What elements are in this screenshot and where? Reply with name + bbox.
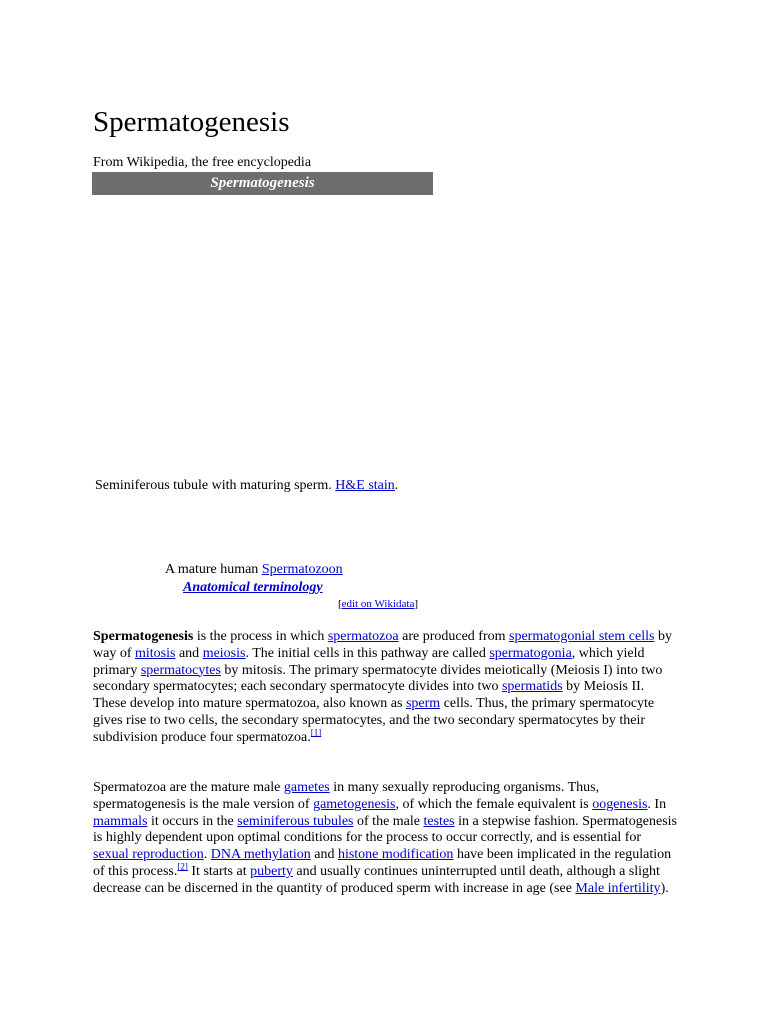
edit-bracket-close: ] xyxy=(414,598,419,610)
text-run: . xyxy=(203,847,211,863)
infobox-header: Spermatogenesis xyxy=(92,172,433,195)
text-run: in many sexually reproducing organisms. Thus, spermatogenesis is the male version of xyxy=(93,780,600,812)
text-run: and xyxy=(310,847,338,863)
text-run: cells. Thus, the primary spermatocyte gives rise to two cells, the secondary spermatocytes, and the two secondary spermatocytes by their subdivision produce four spermatozoa. xyxy=(93,696,655,745)
citation-superscript xyxy=(311,727,322,737)
inline-link[interactable]: spermatocytes xyxy=(140,662,221,678)
text-run: and xyxy=(175,645,203,661)
image-caption xyxy=(95,477,398,495)
inline-link[interactable]: sperm xyxy=(405,696,441,712)
intro-paragraph xyxy=(93,629,678,747)
inline-link[interactable]: DNA methylation xyxy=(210,847,311,863)
bold-term: Spermatogenesis xyxy=(93,629,194,644)
inline-link[interactable]: meiosis xyxy=(202,645,246,661)
second-paragraph xyxy=(93,780,678,898)
anatomical-terminology-line xyxy=(183,579,323,597)
inline-link[interactable]: puberty xyxy=(250,863,293,879)
inline-link[interactable]: Male infertility xyxy=(575,880,661,896)
infobox-image xyxy=(92,196,433,466)
edit-bracket-open: [ xyxy=(338,598,342,610)
text-run: by mitosis. The primary spermatocyte divides meiotically (Meiosis I) into two secondary spermatocytes; each secondary spermatocyte divides into two xyxy=(93,662,663,695)
text-run: . In xyxy=(647,796,667,812)
text-run: by way of xyxy=(93,629,672,661)
citation-link[interactable]: [2] xyxy=(177,861,188,872)
text-run: It starts at xyxy=(187,863,251,879)
text-run: it occurs in the xyxy=(147,813,238,829)
text-run: is the process in which xyxy=(193,629,328,644)
inline-link[interactable]: mammals xyxy=(93,813,148,829)
inline-link[interactable]: spermatogonial stem cells xyxy=(509,629,655,644)
mature-text: A mature human xyxy=(165,562,262,577)
text-run: in a stepwise fashion. Spermatogenesis is highly dependent upon optimal conditions for the process to occur correctly, and is essential for xyxy=(93,813,678,846)
inline-link[interactable]: oogenesis xyxy=(592,796,648,812)
citation-superscript xyxy=(177,861,188,871)
caption-text: Seminiferous tubule with maturing sperm. xyxy=(95,478,336,493)
edit-on-wikidata-link[interactable]: edit on Wikidata xyxy=(341,598,415,610)
text-run: , of which the female equivalent is xyxy=(395,796,593,812)
inline-link[interactable]: spermatids xyxy=(501,679,563,695)
inline-link[interactable]: testes xyxy=(423,813,455,829)
text-run: of the male xyxy=(353,813,424,829)
inline-link[interactable]: mitosis xyxy=(135,645,176,661)
inline-link[interactable]: gametogenesis xyxy=(313,796,396,812)
caption-end: . xyxy=(394,478,399,493)
inline-link[interactable]: spermatogonia xyxy=(489,645,572,661)
mature-spermatozoon-line xyxy=(165,561,343,579)
text-run: by Meiosis II. These develop into mature spermatozoa, also known as xyxy=(93,679,645,712)
he-stain-link[interactable]: H&E stain xyxy=(335,478,395,493)
inline-link[interactable]: histone modification xyxy=(337,847,454,863)
inline-link[interactable]: spermatozoa xyxy=(327,629,399,644)
text-run: have been implicated in the regulation of this process. xyxy=(93,847,672,879)
text-run: and usually continues uninterrupted until death, although a slight decrease can be discerned in the quantity of produced sperm with increase in age (see xyxy=(93,863,660,896)
inline-link[interactable]: sexual reproduction xyxy=(93,847,204,863)
text-run: . The initial cells in this pathway are called xyxy=(245,645,490,661)
text-run: are produced from xyxy=(398,629,510,644)
text-run: , which yield primary xyxy=(93,645,645,678)
spermatozoon-link[interactable]: Spermatozoon xyxy=(261,562,343,577)
page-title: Spermatogenesis xyxy=(93,106,290,138)
anatomical-terminology-link[interactable]: Anatomical terminology xyxy=(183,580,323,595)
edit-wikidata-line xyxy=(338,597,418,611)
inline-link[interactable]: seminiferous tubules xyxy=(237,813,354,829)
inline-link[interactable]: gametes xyxy=(283,780,330,795)
page-subtitle: From Wikipedia, the free encyclopedia xyxy=(93,155,312,170)
text-run: ). xyxy=(660,880,669,896)
citation-link[interactable]: [1] xyxy=(310,727,322,738)
text-run: Spermatozoa are the mature male xyxy=(93,780,284,795)
